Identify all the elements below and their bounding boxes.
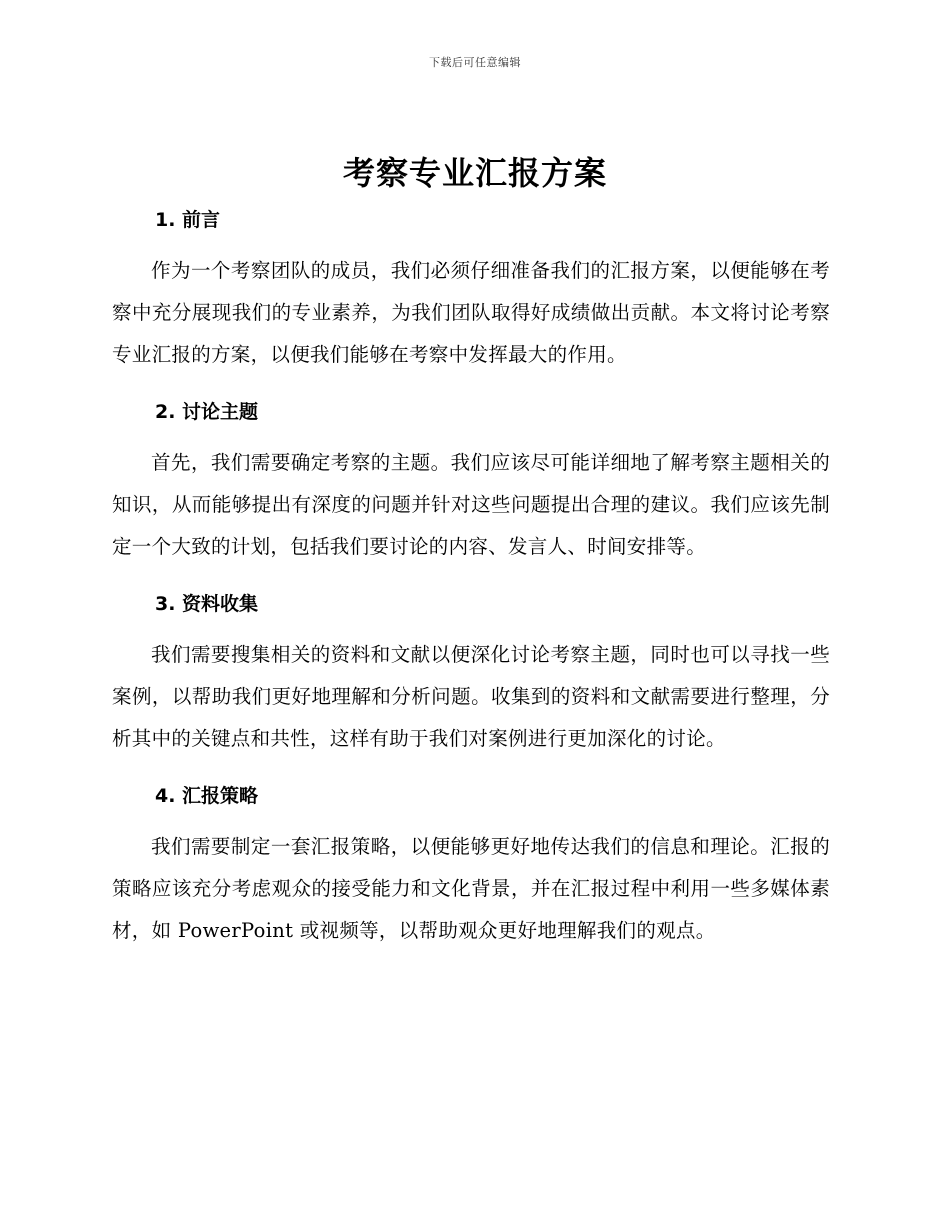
section-paragraph: 我们需要制定一套汇报策略，以便能够更好地传达我们的信息和理论。汇报的策略应该充分考虑观众的接受能力和文化背景，并在汇报过程中利用一些多媒体素材，如 PowerPoint 或视频等，以帮助观众更好地理解我们的观点。 (112, 835, 830, 942)
section-heading: 4. 汇报策略 (155, 785, 259, 807)
section-paragraph: 首先，我们需要确定考察的主题。我们应该尽可能详细地了解考察主题相关的知识，从而能够提出有深度的问题并针对这些问题提出合理的建议。我们应该先制定一个大致的计划，包括我们要讨论的内容、发言人、时间安排等。 (112, 451, 830, 558)
section-preface (112, 200, 830, 376)
document-body (112, 200, 830, 968)
section-discussion-topic (112, 392, 830, 568)
section-heading: 2. 讨论主题 (155, 401, 259, 423)
section-material-collection (112, 584, 830, 760)
document-title: 考察专业汇报方案 (342, 154, 607, 192)
header-note: 下载后可任意编辑 (429, 56, 521, 69)
section-heading: 1. 前言 (155, 209, 221, 231)
section-paragraph: 我们需要搜集相关的资料和文献以便深化讨论考察主题，同时也可以寻找一些案例，以帮助我们更好地理解和分析问题。收集到的资料和文献需要进行整理，分析其中的关键点和共性，这样有助于我们对案例进行更加深化的讨论。 (112, 643, 830, 750)
section-report-strategy (112, 776, 830, 952)
section-paragraph: 作为一个考察团队的成员，我们必须仔细准备我们的汇报方案，以便能够在考察中充分展现我们的专业素养，为我们团队取得好成绩做出贡献。本文将讨论考察专业汇报的方案，以便我们能够在考察中发挥最大的作用。 (112, 259, 830, 366)
section-heading: 3. 资料收集 (155, 593, 259, 615)
